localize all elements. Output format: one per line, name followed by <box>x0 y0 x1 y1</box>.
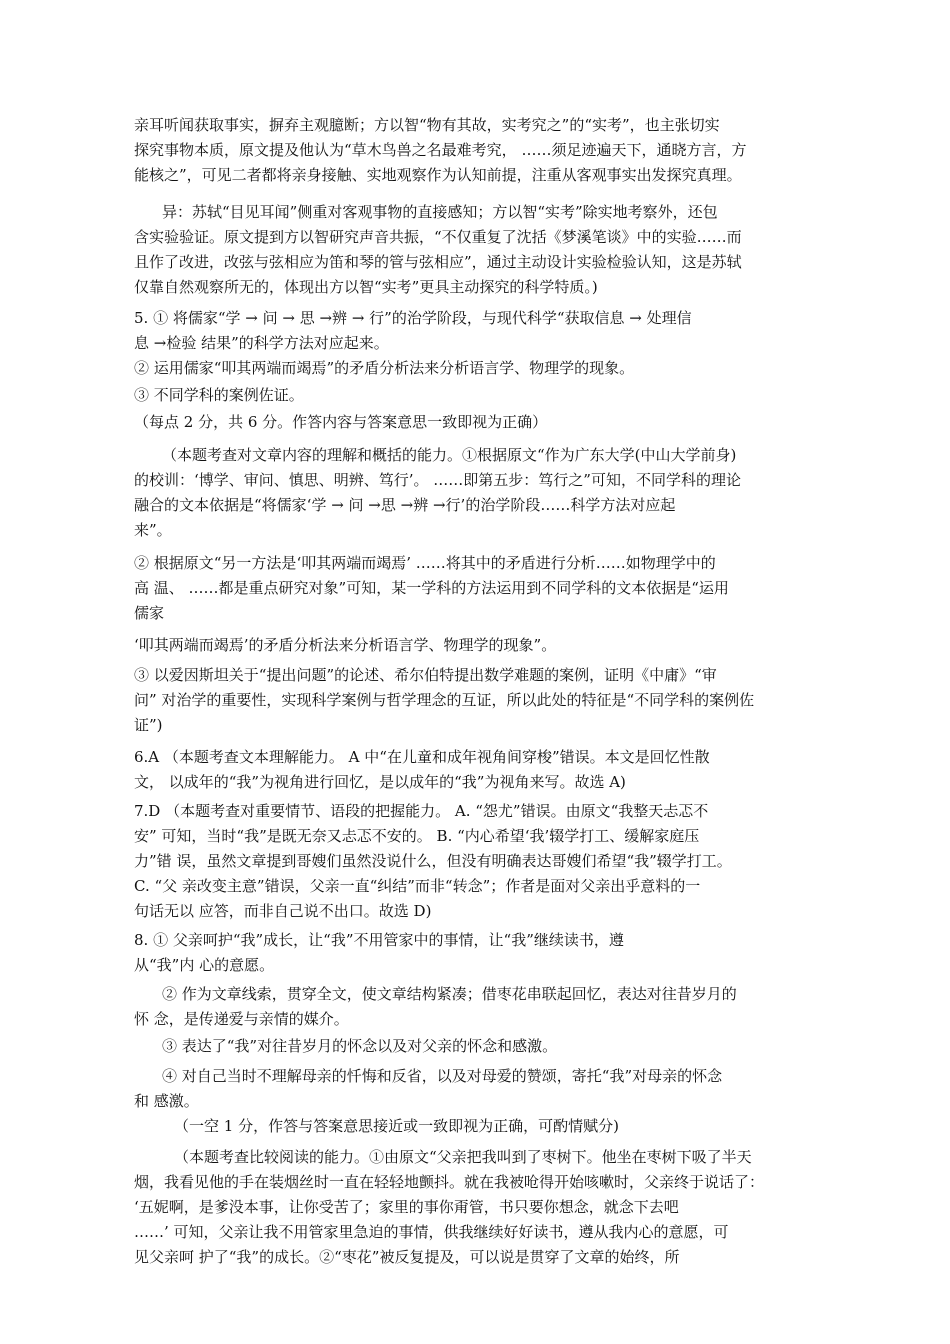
text-line: ‘叩其两端而竭焉’的矛盾分析法来分析语言学、物理学的现象”。 <box>134 636 557 654</box>
text-line: 来”。 <box>134 521 172 539</box>
text-line: C. “父 亲改变主意”错误，父亲一直“纠结”而非“转念”；作者是面对父亲出乎意料的一 <box>134 877 701 895</box>
text-line: 力”错 误，虽然文章提到哥嫂们虽然没说什么，但没有明确表达哥嫂们希望“我”辍学打工。 <box>134 852 732 870</box>
text-line: （每点 2 分，共 6 分。作答内容与答案意思一致即视为正确） <box>134 413 548 431</box>
answer-7 <box>134 799 830 924</box>
text-line: 高 温、 ……都是重点研究对象”可知，某一学科的方法运用到不同学科的文本依据是“运用 <box>134 579 729 597</box>
answer-8-scoring-note <box>134 1114 830 1139</box>
answer-8-point-1 <box>134 928 830 978</box>
text-line: ‘五妮啊，是爹没本事，让你受苦了；家里的事你甭管，书只要你想念，就念下去吧 <box>134 1198 679 1216</box>
text-line: ② 根据原文“另一方法是‘叩其两端而竭焉’ ……将其中的矛盾进行分析……如物理学中的 <box>134 554 716 572</box>
answer-5-explanation-2 <box>134 551 830 626</box>
text-line: 5. ① 将儒家“学 → 问 → 思 →辨 → 行”的治学阶段，与现代科学“获取信息 → 处理信 <box>134 309 692 327</box>
text-line: ③ 以爱因斯坦关于“提出问题”的论述、希尔伯特提出数学难题的案例，证明《中庸》“审 <box>134 666 717 684</box>
text-line: （一空 1 分，作答与答案意思接近或一致即视为正确，可酌情赋分) <box>174 1117 619 1135</box>
text-line: ② 作为文章线索，贯穿全文，使文章结构紧凑；借枣花串联起回忆，表达对往昔岁月的 <box>162 985 737 1003</box>
text-line: 的校训：‘博学、审问、慎思、明辨、笃行’。 ……即第五步：笃行之”可知，不同学科的理论 <box>134 471 741 489</box>
text-line: ④ 对自己当时不理解母亲的忏悔和反省，以及对母爱的赞颂，寄托“我”对母亲的怀念 <box>162 1067 723 1085</box>
text-line: 亲耳听闻获取事实，摒弃主观臆断；方以智“物有其故，实考究之”的“实考”，也主张切实 <box>134 116 720 134</box>
paragraph-difference <box>134 200 830 300</box>
text-line: ② 运用儒家“叩其两端而竭焉”的矛盾分析法来分析语言学、物理学的现象。 <box>134 359 635 377</box>
text-line: （本题考查比较阅读的能力。①由原文“父亲把我叫到了枣树下。他坐在枣树下吸了半天 <box>174 1148 752 1166</box>
answer-5-point-3 <box>134 383 830 408</box>
answer-5-explanation-3 <box>134 663 830 738</box>
answer-5-explanation-1 <box>134 443 830 543</box>
text-line: 和 感激。 <box>134 1092 199 1110</box>
text-line: （本题考查对文章内容的理解和概括的能力。①根据原文“作为广东大学(中山大学前身) <box>162 446 737 464</box>
text-line: 文， 以成年的“我”为视角进行回忆，是以成年的“我”为视角来写。故选 A) <box>134 773 626 791</box>
text-line: 从“我”内 心的意愿。 <box>134 956 275 974</box>
text-line: ……’ 可知，父亲让我不用管家里急迫的事情，供我继续好好读书，遵从我内心的意愿，可 <box>134 1223 729 1241</box>
text-line: 烟，我看见他的手在装烟丝时一直在轻轻地颤抖。就在我被呛得开始咳嗽时，父亲终于说话了： <box>134 1173 765 1191</box>
text-line: 8. ① 父亲呵护“我”成长，让“我”不用管家中的事情，让“我”继续读书，遵 <box>134 931 624 949</box>
text-line: ③ 表达了“我”对往昔岁月的怀念以及对父亲的怀念和感激。 <box>162 1037 558 1055</box>
text-line: 探究事物本质，原文提及他认为“草木鸟兽之名最难考究， ……须足迹遍天下，通晓方言，方 <box>134 141 747 159</box>
text-line: 怀 念，是传递爱与亲情的媒介。 <box>134 1010 349 1028</box>
text-line: ③ 不同学科的案例佐证。 <box>134 386 304 404</box>
text-line: 7.D （本题考查对重要情节、语段的把握能力。 A. “怨尤”错误。由原文“我整天忐忑不 <box>134 802 709 820</box>
answer-6 <box>134 745 830 795</box>
paragraph-similarity-conclusion <box>134 113 830 188</box>
text-line: 仅靠自然观察所无的，体现出方以智“实考”更具主动探究的科学特质。) <box>134 278 598 296</box>
answer-8-point-2 <box>134 982 830 1032</box>
text-line: 安” 可知，当时“我”是既无奈又忐忑不安的。 B. “内心希望‘我’辍学打工、缓解家庭压 <box>134 827 700 845</box>
text-line: 融合的文本依据是“将儒家‘学 → 问 →思 →辨 →行’的治学阶段……科学方法对应起 <box>134 496 676 514</box>
text-line: 且作了改进，改弦与弦相应为笛和琴的管与弦相应”，通过主动设计实验检验认知，这是苏轼 <box>134 253 742 271</box>
text-line: 儒家 <box>134 604 165 622</box>
answer-8-point-4 <box>134 1064 830 1114</box>
answer-5-scoring-note <box>134 410 830 435</box>
text-line: 6.A （本题考查文本理解能力。 A 中“在儿童和成年视角间穿梭”错误。本文是回忆性散 <box>134 748 710 766</box>
text-line: 异：苏轼“目见耳闻”侧重对客观事物的直接感知；方以智“实考”除实地考察外，还包 <box>162 203 718 221</box>
answer-5-point-2 <box>134 356 830 381</box>
text-line: 证”) <box>134 716 163 734</box>
text-line: 见父亲呵 护了“我”的成长。②“枣花”被反复提及，可以说是贯穿了文章的始终，所 <box>134 1248 680 1266</box>
answer-8-explanation <box>134 1145 830 1270</box>
answer-5-point-1 <box>134 306 830 356</box>
text-line: 能核之”，可见二者都将亲身接触、实地观察作为认知前提，注重从客观事实出发探究真理。 <box>134 166 742 184</box>
answer-8-point-3 <box>134 1034 830 1059</box>
text-line: 息 →检验 结果”的科学方法对应起来。 <box>134 334 389 352</box>
answer-5-explanation-2-cont <box>134 633 830 658</box>
text-line: 含实验验证。原文提到方以智研究声音共振，“不仅重复了沈括《梦溪笔谈》中的实验……而 <box>134 228 742 246</box>
text-line: 问” 对治学的重要性，实现科学案例与哲学理念的互证，所以此处的特征是“不同学科的案例佐 <box>134 691 755 709</box>
text-line: 句话无以 应答，而非自己说不出口。故选 D) <box>134 902 432 920</box>
